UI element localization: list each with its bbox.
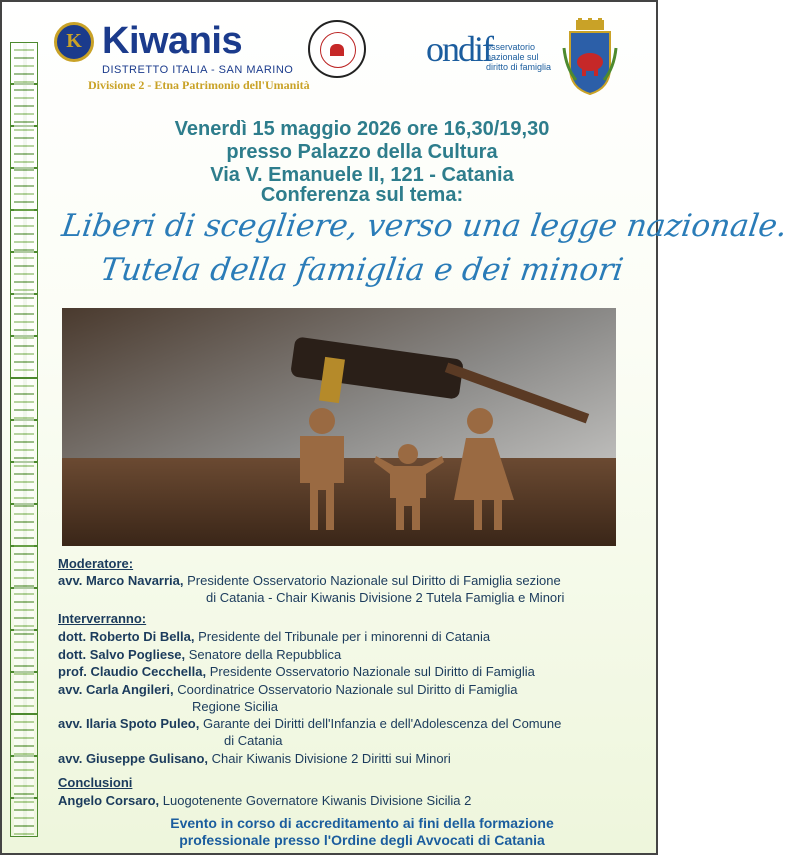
speaker-name: dott. Salvo Pogliese, — [58, 647, 186, 662]
kiwanis-district: DISTRETTO ITALIA - SAN MARINO — [102, 64, 294, 76]
moderator-role-cont: di Catania - Chair Kiwanis Divisione 2 Tutela Famiglia e Minori — [206, 590, 565, 605]
speaker-role: Senatore della Repubblica — [188, 647, 342, 662]
speakers-heading: Interverranno: — [58, 611, 147, 626]
kiwanis-division: Divisione 2 - Etna Patrimonio dell'Umanità — [88, 78, 310, 92]
accreditation-line2: professionale presso l'Ordine degli Avvocati di Catania — [179, 832, 545, 848]
moderator-heading: Moderatore: — [58, 556, 134, 571]
speaker-entry — [58, 682, 518, 697]
conclusion-name: Angelo Corsaro, — [58, 793, 160, 808]
moderator-entry — [58, 573, 561, 588]
topic-intro: Conferenza sul tema: — [260, 184, 464, 206]
speaker-name: avv. Carla Angileri, — [58, 682, 174, 697]
speaker-entry — [58, 716, 561, 731]
event-title-line1: Liberi di scegliere, verso una legge nazionale. — [59, 208, 789, 244]
moderator-name: avv. Marco Navarria, — [58, 573, 184, 588]
speaker-role: Coordinatrice Osservatorio Nazionale sul Diritto di Famiglia — [177, 682, 518, 697]
event-address: Via V. Emanuele II, 121 - Catania — [210, 164, 514, 186]
conclusions-heading: Conclusioni — [58, 775, 133, 790]
association-seal-icon — [308, 20, 366, 78]
moderator-role: Presidente Osservatorio Nazionale sul Diritto di Famiglia sezione — [187, 573, 561, 588]
speaker-role-cont: Regione Sicilia — [192, 699, 278, 714]
speaker-role: Presidente del Tribunale per i minorenni di Catania — [198, 629, 491, 644]
ondif-text: osservatorio nazionale sul diritto di famiglia — [486, 42, 552, 72]
speaker-name: dott. Roberto Di Bella, — [58, 629, 195, 644]
accreditation-line1: Evento in corso di accreditamento ai fini della formazione — [170, 815, 554, 831]
conclusion-role: Luogotenente Governatore Kiwanis Divisione Sicilia 2 — [162, 793, 472, 808]
ondif-logo — [426, 20, 552, 92]
speaker-entry — [58, 629, 490, 644]
speaker-name: prof. Claudio Cecchella, — [58, 664, 207, 679]
decorative-border — [10, 42, 38, 837]
event-date: Venerdì 15 maggio 2026 ore 16,30/19,30 — [174, 118, 550, 140]
speaker-name: avv. Ilaria Spoto Puleo, — [58, 716, 200, 731]
speaker-name: avv. Giuseppe Gulisano, — [58, 751, 209, 766]
event-title-line2: Tutela della famiglia e dei minori — [98, 252, 626, 288]
speaker-role: Chair Kiwanis Divisione 2 Diritti sui Minori — [211, 751, 451, 766]
speaker-entry — [58, 647, 341, 662]
kiwanis-emblem-icon — [54, 22, 94, 62]
speaker-role: Presidente Osservatorio Nazionale sul Diritto di Famiglia — [209, 664, 535, 679]
speaker-entry — [58, 751, 451, 766]
speaker-role: Garante dei Diritti dell'Infanzia e dell'Adolescenza del Comune — [202, 716, 562, 731]
ondif-mark: ondif — [426, 29, 492, 69]
speaker-role-cont: di Catania — [224, 733, 283, 748]
event-venue: presso Palazzo della Cultura — [226, 141, 498, 163]
family-gavel-photo — [62, 308, 616, 546]
conclusion-entry — [58, 793, 471, 808]
kiwanis-name: Kiwanis — [102, 20, 243, 62]
speaker-entry — [58, 664, 535, 679]
catania-crest-icon — [562, 18, 618, 98]
